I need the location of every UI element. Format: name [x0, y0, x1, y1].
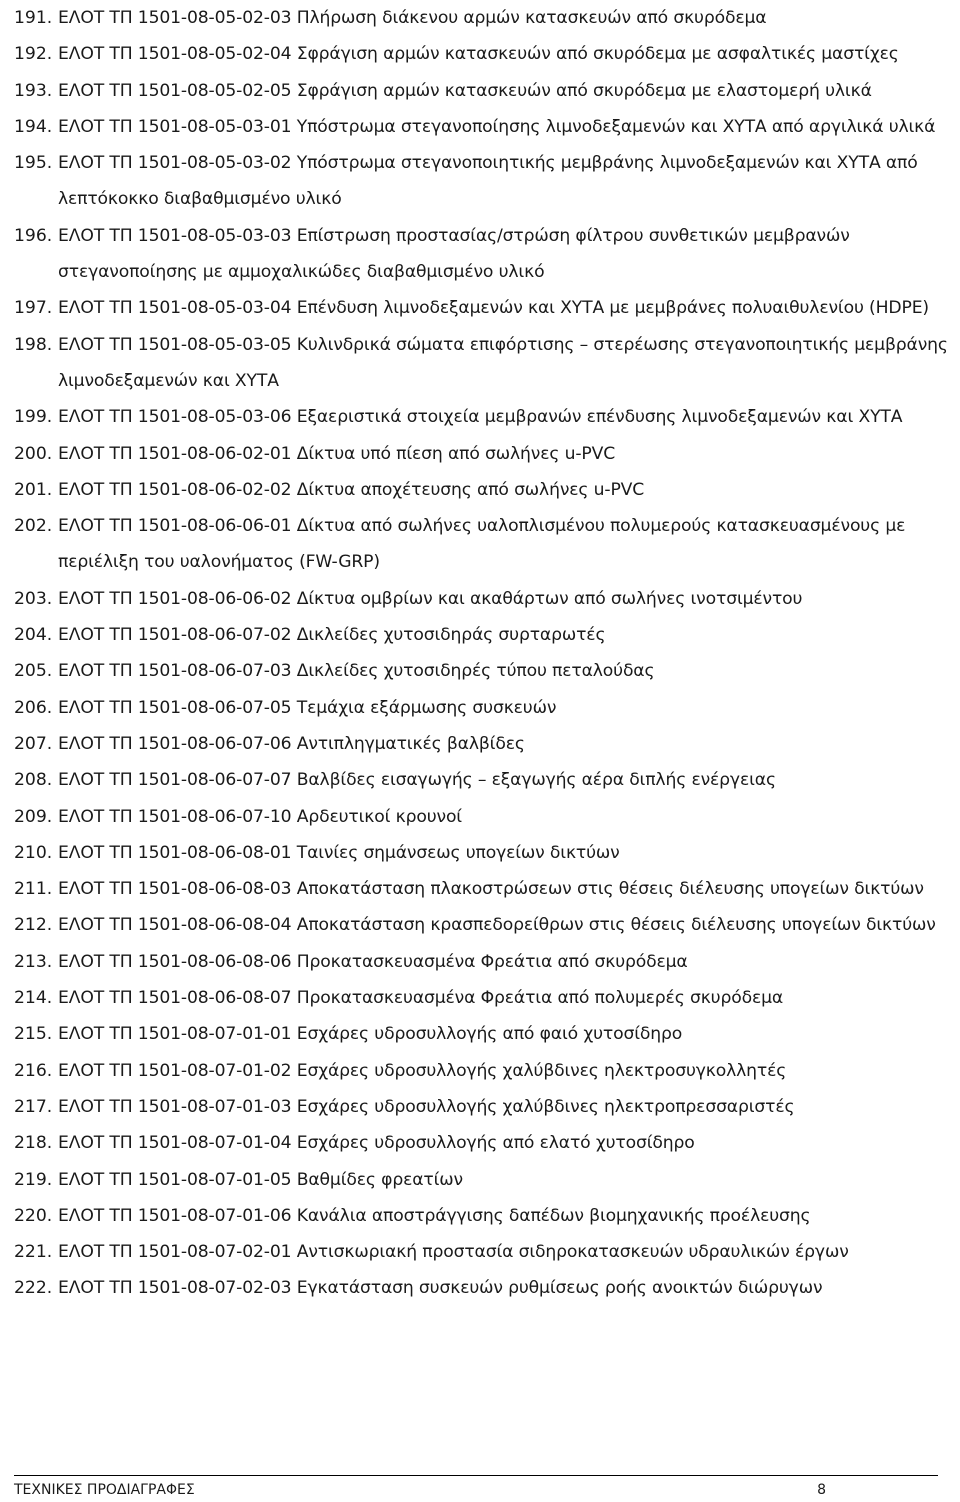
list-item: [0, 907, 960, 943]
list-item: [0, 835, 960, 871]
item-text: ΕΛΟΤ ΤΠ 1501-08-06-08-07 Προκατασκευασμένα Φρεάτια από πολυμερές σκυρόδεμα: [58, 988, 784, 1009]
item-text: ΕΛΟΤ ΤΠ 1501-08-07-01-05 Βαθμίδες φρεατίων: [58, 1169, 463, 1190]
list-item: [0, 653, 960, 689]
item-number: 221.: [14, 1242, 53, 1263]
item-number: 191.: [14, 8, 53, 28]
item-number: 210.: [14, 842, 53, 863]
item-text: ΕΛΟΤ ΤΠ 1501-08-07-01-04 Εσχάρες υδροσυλλογής από ελατό χυτοσίδηρο: [58, 1133, 695, 1154]
item-text: ΕΛΟΤ ΤΠ 1501-08-05-03-04 Επένδυση λιμνοδεξαμενών και ΧΥΤΑ με μεμβράνες πολυαιθυλενίου (HDPE): [58, 298, 929, 319]
page-footer: [14, 1482, 938, 1498]
item-text: ΕΛΟΤ ΤΠ 1501-08-06-02-01 Δίκτυα υπό πίεση από σωλήνες u-PVC: [58, 443, 616, 464]
item-number: 220.: [14, 1205, 53, 1226]
item-number: 214.: [14, 988, 53, 1009]
item-text: ΕΛΟΤ ΤΠ 1501-08-06-02-02 Δίκτυα αποχέτευσης από σωλήνες u-PVC: [58, 479, 645, 500]
list-item: [0, 218, 960, 291]
list-item: [0, 617, 960, 653]
list-item: [0, 1270, 960, 1306]
item-text: ΕΛΟΤ ΤΠ 1501-08-05-02-04 Σφράγιση αρμών κατασκευών από σκυρόδεμα με ασφαλτικές μαστίχες: [58, 44, 899, 65]
item-number: 219.: [14, 1169, 53, 1190]
footer-divider: [14, 1475, 938, 1476]
item-number: 201.: [14, 479, 53, 500]
item-number: 194.: [14, 116, 53, 137]
list-item: [0, 436, 960, 472]
list-item: [0, 145, 960, 218]
item-text: ΕΛΟΤ ΤΠ 1501-08-07-01-01 Εσχάρες υδροσυλλογής από φαιό χυτοσίδηρο: [58, 1024, 683, 1045]
list-item: [0, 1198, 960, 1234]
item-text: ΕΛΟΤ ΤΠ 1501-08-06-06-01 Δίκτυα από σωλήνες υαλοπλισμένου πολυμερούς κατασκευασμένους με περιέλιξη του υαλονήματος (FW-GRP): [58, 516, 906, 573]
list-item: [0, 980, 960, 1016]
list-item: [0, 726, 960, 762]
list-item: [0, 1016, 960, 1052]
item-number: 197.: [14, 298, 53, 319]
list-item: [0, 581, 960, 617]
item-number: 199.: [14, 407, 53, 428]
footer-title: ΤΕΧΝΙΚΕΣ ΠΡΟΔΙΑΓΡΑΦΕΣ: [14, 1482, 195, 1498]
list-item: [0, 1234, 960, 1270]
list-item: [0, 290, 960, 326]
list-item: [0, 1162, 960, 1198]
item-number: 208.: [14, 770, 53, 791]
item-number: 217.: [14, 1096, 53, 1117]
list-item: [0, 327, 960, 400]
list-item: [0, 1053, 960, 1089]
item-text: ΕΛΟΤ ΤΠ 1501-08-05-02-03 Πλήρωση διάκενου αρμών κατασκευών από σκυρόδεμα: [58, 8, 767, 28]
item-number: 206.: [14, 697, 53, 718]
item-text: ΕΛΟΤ ΤΠ 1501-08-05-02-05 Σφράγιση αρμών κατασκευών από σκυρόδεμα με ελαστομερή υλικά: [58, 80, 872, 101]
item-number: 204.: [14, 625, 53, 646]
item-text: ΕΛΟΤ ΤΠ 1501-08-07-02-01 Αντισκωριακή προστασία σιδηροκατασκευών υδραυλικών έργων: [58, 1242, 849, 1263]
item-number: 222.: [14, 1278, 53, 1299]
item-text: ΕΛΟΤ ΤΠ 1501-08-05-03-01 Υπόστρωμα στεγανοποίησης λιμνοδεξαμενών και ΧΥΤΑ από αργιλικά υλικά: [58, 116, 936, 137]
item-number: 192.: [14, 44, 53, 65]
item-number: 202.: [14, 516, 53, 537]
item-text: ΕΛΟΤ ΤΠ 1501-08-05-03-06 Εξαεριστικά στοιχεία μεμβρανών επένδυσης λιμνοδεξαμενών και ΧΥΤΑ: [58, 407, 903, 428]
page-number: 8: [817, 1482, 826, 1498]
item-number: 207.: [14, 733, 53, 754]
item-number: 215.: [14, 1024, 53, 1045]
list-item: [0, 0, 960, 36]
item-text: ΕΛΟΤ ΤΠ 1501-08-07-01-03 Εσχάρες υδροσυλλογής χαλύβδινες ηλεκτροπρεσσαριστές: [58, 1096, 795, 1117]
item-number: 196.: [14, 225, 53, 246]
list-item: [0, 109, 960, 145]
item-text: ΕΛΟΤ ΤΠ 1501-08-06-07-10 Αρδευτικοί κρουνοί: [58, 806, 462, 827]
item-number: 211.: [14, 879, 53, 900]
item-text: ΕΛΟΤ ΤΠ 1501-08-06-08-06 Προκατασκευασμένα Φρεάτια από σκυρόδεμα: [58, 951, 688, 972]
list-item: [0, 399, 960, 435]
list-item: [0, 36, 960, 72]
item-number: 198.: [14, 334, 53, 355]
item-text: ΕΛΟΤ ΤΠ 1501-08-05-03-05 Κυλινδρικά σώματα επιφόρτισης – στερέωσης στεγανοποιητικής μεμβράνης λιμνοδεξαμενών και ΧΥΤΑ: [58, 334, 948, 391]
list-item: [0, 508, 960, 581]
item-text: ΕΛΟΤ ΤΠ 1501-08-06-07-02 Δικλείδες χυτοσιδηράς συρταρωτές: [58, 625, 606, 646]
list-item: [0, 799, 960, 835]
item-text: ΕΛΟΤ ΤΠ 1501-08-07-01-02 Εσχάρες υδροσυλλογής χαλύβδινες ηλεκτροσυγκολλητές: [58, 1060, 787, 1081]
item-text: ΕΛΟΤ ΤΠ 1501-08-06-07-06 Αντιπληγματικές βαλβίδες: [58, 733, 525, 754]
item-text: ΕΛΟΤ ΤΠ 1501-08-06-07-07 Βαλβίδες εισαγωγής – εξαγωγής αέρα διπλής ενέργειας: [58, 770, 776, 791]
item-number: 195.: [14, 153, 53, 174]
list-item: [0, 472, 960, 508]
item-text: ΕΛΟΤ ΤΠ 1501-08-06-08-03 Αποκατάσταση πλακοστρώσεων στις θέσεις διέλευσης υπογείων δικτύων: [58, 879, 924, 900]
item-number: 200.: [14, 443, 53, 464]
list-item: [0, 73, 960, 109]
item-number: 193.: [14, 80, 53, 101]
list-item: [0, 690, 960, 726]
item-text: ΕΛΟΤ ΤΠ 1501-08-06-07-05 Τεμάχια εξάρμωσης συσκευών: [58, 697, 557, 718]
list-item: [0, 1089, 960, 1125]
item-text: ΕΛΟΤ ΤΠ 1501-08-06-08-01 Ταινίες σημάνσεως υπογείων δικτύων: [58, 842, 620, 863]
item-number: 216.: [14, 1060, 53, 1081]
item-number: 213.: [14, 951, 53, 972]
item-text: ΕΛΟΤ ΤΠ 1501-08-06-08-04 Αποκατάσταση κρασπεδορείθρων στις θέσεις διέλευσης υπογείων δικτύων: [58, 915, 936, 936]
item-number: 203.: [14, 588, 53, 609]
item-text: ΕΛΟΤ ΤΠ 1501-08-07-01-06 Κανάλια αποστράγγισης δαπέδων βιομηχανικής προέλευσης: [58, 1205, 811, 1226]
item-number: 218.: [14, 1133, 53, 1154]
item-text: ΕΛΟΤ ΤΠ 1501-08-05-03-03 Επίστρωση προστασίας/στρώση φίλτρου συνθετικών μεμβρανών στεγανοποίησης με αμμοχαλικώδες διαβαθμισμένο υλικό: [58, 225, 850, 283]
list-item: [0, 1125, 960, 1161]
item-text: ΕΛΟΤ ΤΠ 1501-08-05-03-02 Υπόστρωμα στεγανοποιητικής μεμβράνης λιμνοδεξαμενών και ΧΥΤΑ από λεπτόκοκκο διαβαθμισμένο υλικό: [58, 153, 918, 210]
item-text: ΕΛΟΤ ΤΠ 1501-08-06-07-03 Δικλείδες χυτοσιδηρές τύπου πεταλούδας: [58, 661, 655, 682]
item-number: 209.: [14, 806, 53, 827]
item-number: 205.: [14, 661, 53, 682]
item-text: ΕΛΟΤ ΤΠ 1501-08-07-02-03 Εγκατάσταση συσκευών ρυθμίσεως ροής ανοικτών διώρυγων: [58, 1278, 823, 1299]
list-item: [0, 944, 960, 980]
item-number: 212.: [14, 915, 53, 936]
list-item: [0, 871, 960, 907]
list-item: [0, 762, 960, 798]
item-text: ΕΛΟΤ ΤΠ 1501-08-06-06-02 Δίκτυα ομβρίων και ακαθάρτων από σωλήνες ινοτσιμέντου: [58, 588, 803, 609]
